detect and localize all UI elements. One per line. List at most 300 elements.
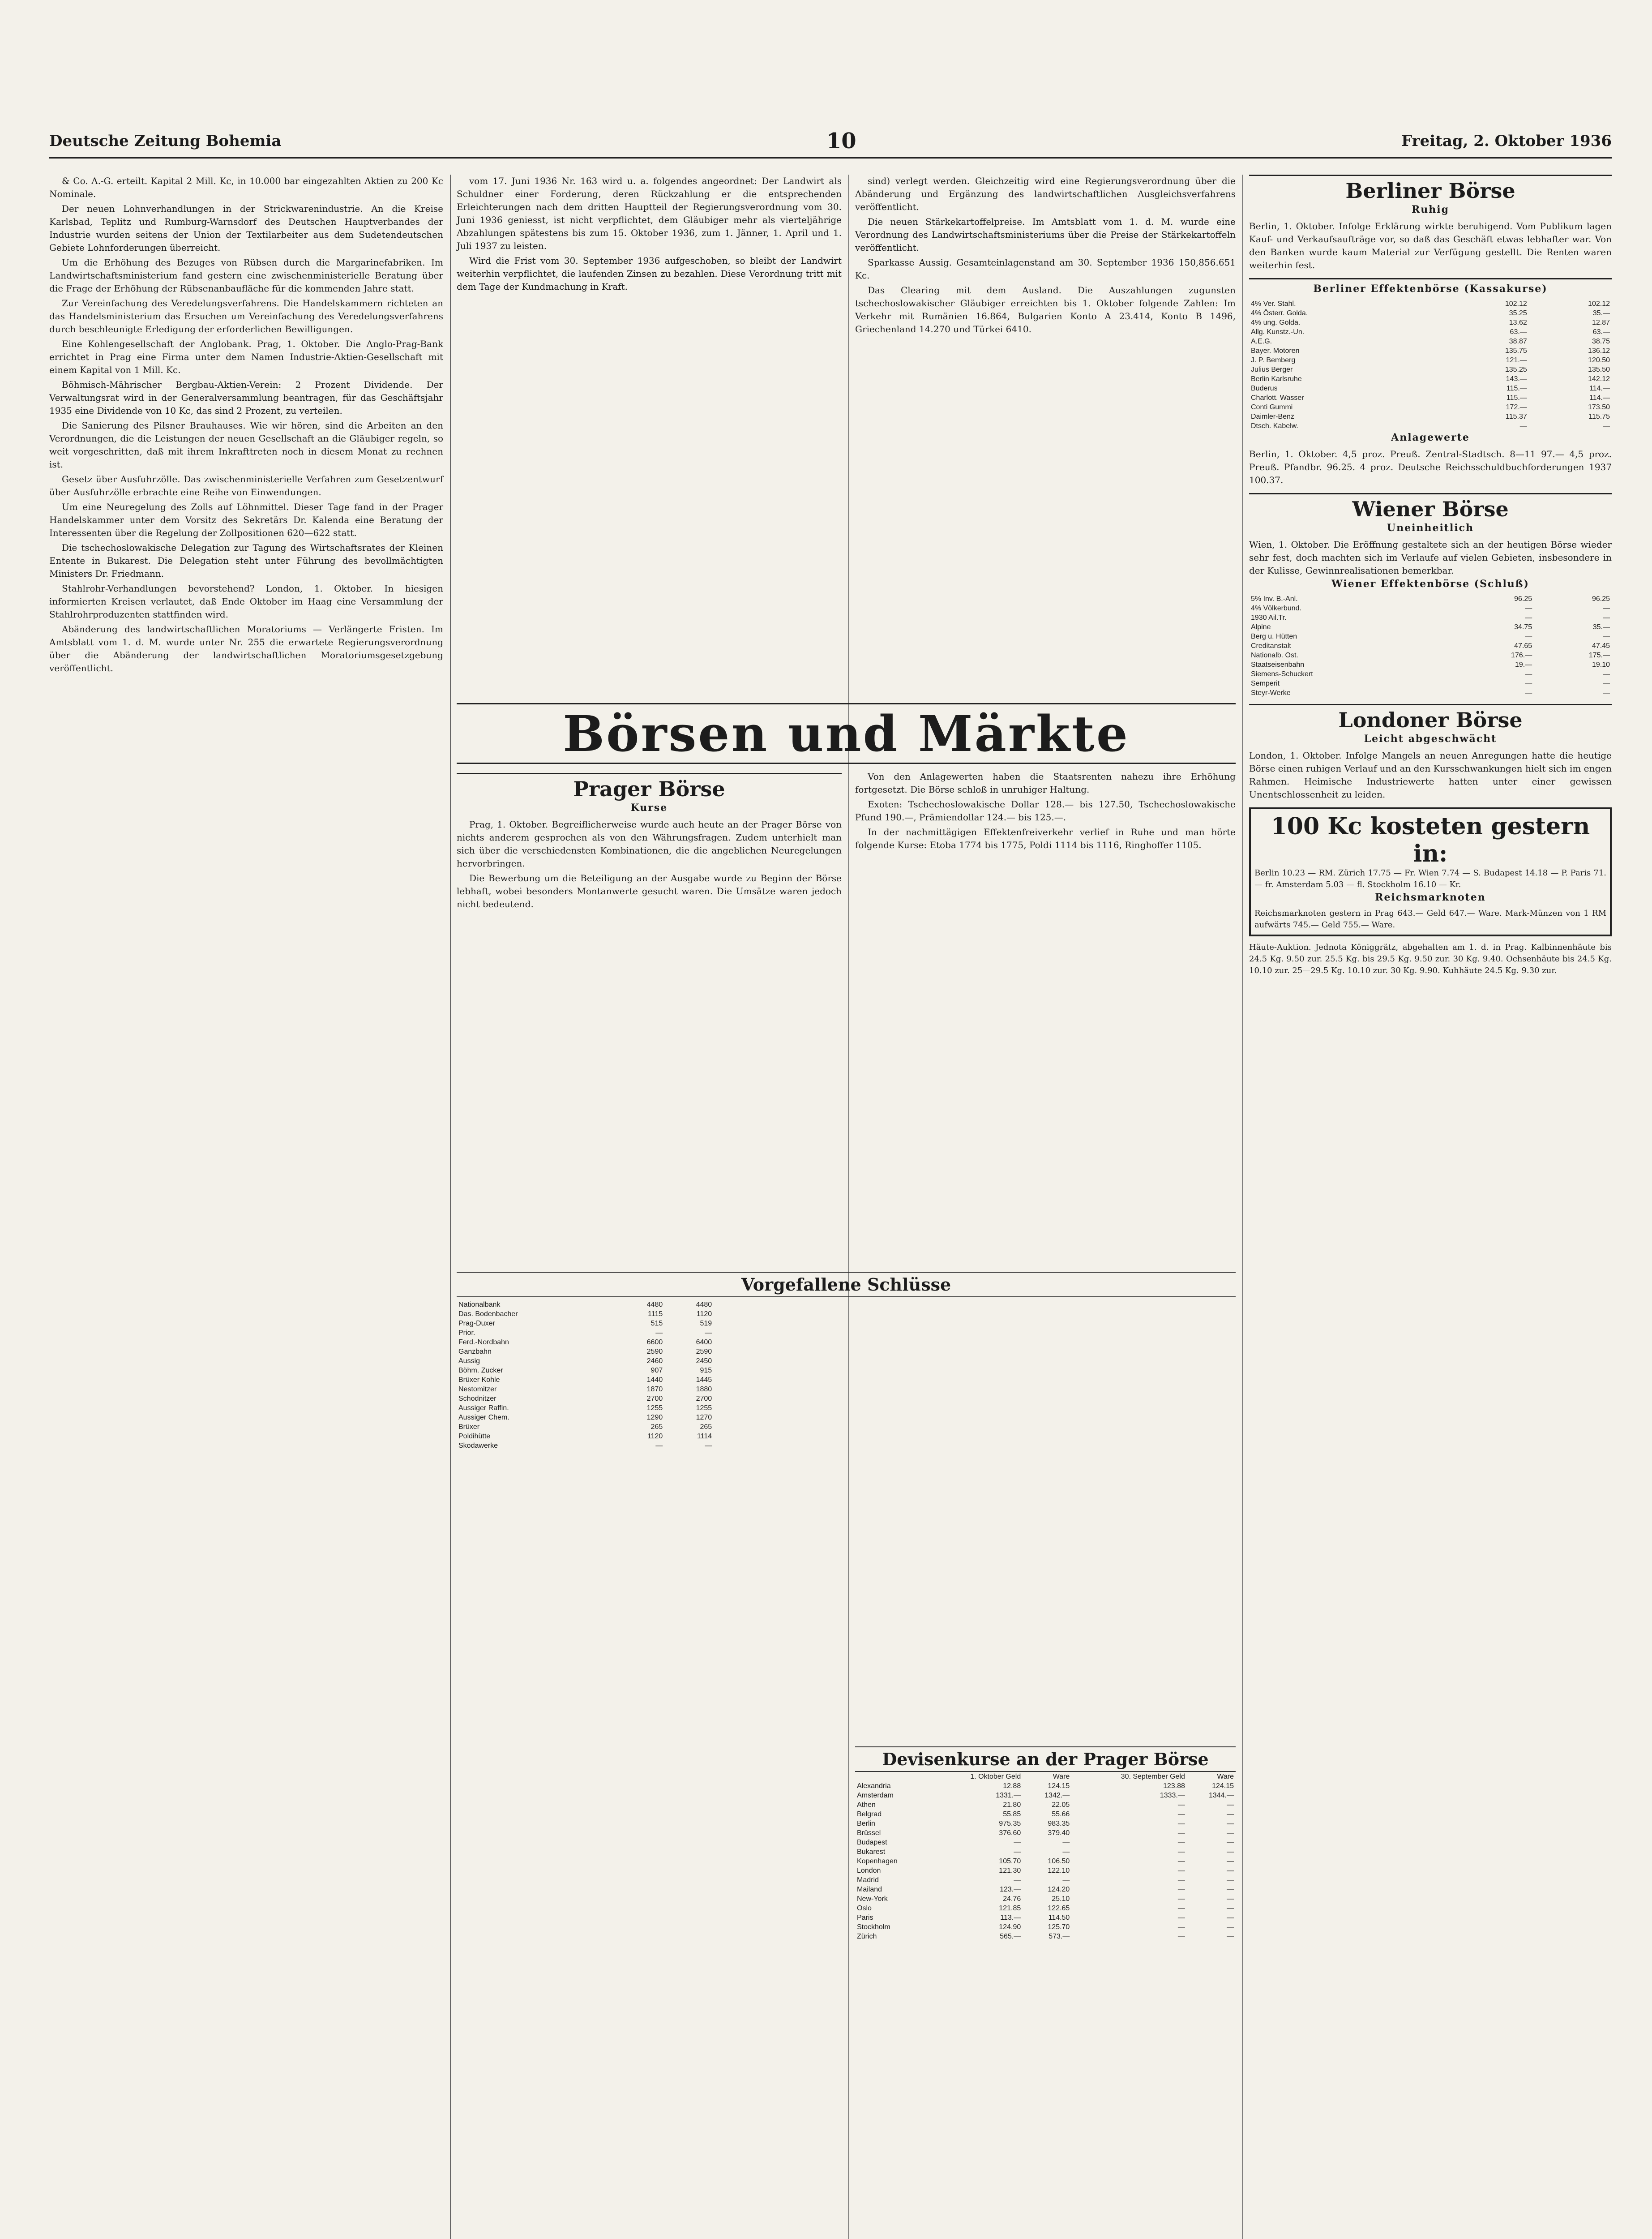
table-cell: — [1227,1923,1234,1931]
table-row [1249,299,1612,309]
table-row [855,1894,1236,1904]
table-cell: 105.70 [999,1857,1021,1865]
table-cell: Berg u. Hütten [1251,633,1297,640]
prager-text-2 [855,770,1236,852]
table-cell: 1120 [696,1310,712,1318]
section-subtitle: Ruhig [1411,204,1449,215]
table-cell: Nestomitzer [458,1385,497,1393]
table-row [855,1781,1236,1791]
table-cell: 122.65 [1048,1904,1070,1912]
table-row [457,1413,714,1422]
table-cell: — [1177,1876,1185,1884]
table-cell: Belgrad [857,1810,882,1818]
column-rule [450,175,451,2239]
table-cell: 1114 [697,1433,712,1440]
table-cell: Berlin [857,1820,875,1827]
article-paragraph: vom 17. Juni 1936 Nr. 163 wird u. a. folgendes angeordnet: Der Landwirt als Schuldner einer Forderung, deren Rückzahlung er die entsprechenden Erleichterungen nach dem dritten Hauptteil der Regierungsverordnung vom 30. Juni 1936 geniesst, ist nicht verpflichtet, dem Gläubiger mehr als vierteljährige Abzahlungen spätestens bis zum 15. Oktober 1936, zum 1. Jänner, 1. April und 1. Juli 1937 zu leisten. [457,176,842,251]
column-1 [49,175,443,677]
table-row [457,1441,714,1450]
table-cell: 21.80 [1003,1801,1021,1809]
table-cell: 907 [651,1367,663,1374]
table-cell: Schodnitzer [458,1395,496,1403]
article-paragraph: Das Clearing mit dem Ausland. Die Auszahlungen zugunsten tschechoslowakischer Gläubiger erreichten bis 1. Oktober folgende Zahlen: Im Verkehr mit Rumänien 16.864, Bulgarien Konto A 23.414, Konto B 1496, Griechenland 14.270 und Türkei 6410. [855,285,1236,335]
table-cell: — [1525,680,1532,687]
table-row [1249,356,1612,365]
article-paragraph: Die tschechoslowakische Delegation zur Tagung des Wirtschaftsrates der Kleinen Entente in Bukarest. Die Delegation steht unter Führung des bevollmächtigten Ministers Dr. Friedmann. [49,542,443,579]
box-subtitle: Reichsmarknoten [1375,892,1486,903]
table-cell: — [1525,605,1532,612]
table-cell: 2590 [696,1348,712,1355]
table-row [1249,412,1612,421]
table-cell: 4480 [696,1301,712,1308]
table-cell: — [1177,1933,1185,1940]
table-cell: Siemens-Schuckert [1251,670,1313,678]
table-cell: 2700 [696,1395,712,1403]
table-cell: 123.— [1000,1886,1021,1893]
table-cell: 1331.— [996,1792,1021,1799]
table-cell: J. P. Bemberg [1251,356,1296,364]
section-title: Londoner Börse [1338,708,1523,732]
table-row [855,1838,1236,1847]
table-cell: 1290 [646,1414,663,1421]
table-cell: 975.35 [999,1820,1021,1827]
table-row [1249,403,1612,412]
table-cell: 96.25 [1514,595,1532,603]
table-cell: Zürich [857,1933,877,1940]
table-row [855,1800,1236,1810]
table-cell: — [1603,689,1610,697]
table-cell: Amsterdam [857,1792,894,1799]
table-cell: 2700 [646,1395,663,1403]
table-title: Devisenkurse an der Prager Börse [855,1746,1236,1772]
table-cell: Ganzbahn [458,1348,492,1355]
table-cell: 13.62 [1509,319,1527,326]
table-cell: Oslo [857,1904,872,1912]
prager-boerse [457,770,842,913]
table-row [1249,393,1612,403]
table-cell: Madrid [857,1876,879,1884]
table-row [457,1338,714,1347]
table-row [1249,384,1612,393]
table-cell: 124.15 [1212,1782,1234,1790]
table-cell: — [1014,1839,1021,1846]
table-cell: 121.— [1506,356,1527,364]
column-rule [1242,175,1243,2239]
table-cell: 102.12 [1505,300,1527,308]
table-cell: 38.75 [1592,338,1610,345]
box-title: 100 Kc kosteten gestern in: [1271,813,1590,867]
table-cell: 4% Österr. Golda. [1251,309,1308,317]
table-cell: — [1177,1801,1185,1809]
article-paragraph: Stahlrohr-Verhandlungen bevorstehend? London, 1. Oktober. In hiesigen informierten Kreisen verlautet, daß Ende Oktober im Haag eine Versammlung der Stahlrohrproduzenten stattfinden wird. [49,583,443,620]
header-cell: Ware [1053,1773,1070,1780]
table-cell: — [1227,1801,1234,1809]
table-cell: 35.— [1592,309,1610,317]
header-cell: Ware [1217,1773,1234,1780]
table-cell: 175.— [1588,652,1610,659]
table-cell: 1445 [696,1376,712,1384]
vorgefallene-schluesse [457,1272,1236,1450]
table-cell: — [1227,1820,1234,1827]
table-cell: — [1227,1829,1234,1837]
table-cell: 136.12 [1588,347,1610,355]
table-cell: 573.— [1049,1933,1070,1940]
table-cell: 115.37 [1506,413,1527,420]
table-cell: Bukarest [857,1848,886,1856]
section-title: Prager Börse [457,773,842,801]
table-cell: 135.50 [1588,366,1610,373]
wiener-table [1249,594,1612,698]
table-cell: — [1062,1848,1070,1856]
table-cell: 35.— [1592,623,1610,631]
table-cell: Kopenhagen [857,1857,898,1865]
prager-boerse-continued [855,770,1236,854]
table-cell: 1255 [696,1404,712,1412]
table-cell: — [1519,422,1527,430]
article-paragraph: Um die Erhöhung des Bezuges von Rübsen durch die Margarinefabriken. Im Landwirtschaftsministerium fand gestern eine zwischenministerielle Beratung über die Frage der Erhöhung der Rübsenanbaufläche für die kommenden Jahre statt. [49,257,443,294]
table-cell: Alpine [1251,623,1271,631]
table-row [855,1847,1236,1857]
article-paragraph: Sparkasse Aussig. Gesamteinlagenstand am 30. September 1936 150,856.651 Kc. [855,257,1236,281]
table-cell: Aussiger Raffin. [458,1404,509,1412]
table-cell: — [1177,1867,1185,1874]
table-cell: Dtsch. Kabelw. [1251,422,1298,430]
header-cell: 1. Oktober Geld [970,1773,1021,1780]
table-cell: 34.75 [1514,623,1532,631]
box-text: Reichsmarknoten gestern in Prag 643.— Geld 647.— Ware. Mark-Münzen von 1 RM aufwärts 745.— Geld 755.— Ware. [1254,909,1606,930]
column-3 [855,175,1236,338]
table-row [1249,327,1612,337]
page-number: 10 [826,129,856,154]
table-cell: — [1177,1904,1185,1912]
table-cell: 1255 [646,1404,663,1412]
table-cell: Allg. Kunstz.-Un. [1251,328,1305,336]
table-cell: — [1603,605,1610,612]
article-paragraph: Böhmisch-Mährischer Bergbau-Aktien-Verein: 2 Prozent Dividende. Der Verwaltungsrat wird in der Generalversammlung beantragen, für das Geschäftsjahr 1935 eine Dividende von 10 Kc, das sind 2 Prozent, zu verteilen. [49,379,443,416]
table-cell: 4480 [646,1301,663,1308]
table-row [1249,346,1612,356]
table-cell: 173.50 [1588,403,1610,411]
column-rule [848,175,849,2239]
section-banner: Börsen und Märkte [457,703,1236,764]
table-cell: 124.90 [999,1923,1021,1931]
table-cell: 55.85 [1003,1810,1021,1818]
table-cell: 1333.— [1160,1792,1185,1799]
table-cell: 135.25 [1505,366,1527,373]
table-row [457,1403,714,1413]
table-cell: Athen [857,1801,876,1809]
table-cell: 125.70 [1048,1923,1070,1931]
table-cell: — [1603,614,1610,622]
article-paragraph: Wien, 1. Oktober. Die Eröffnung gestaltete sich an der heutigen Börse wieder sehr fest, doch machten sich im Verlaufe auf vielen Gebieten, insbesondere in der Kulisse, Gewinnrealisationen bemerkbar. [1249,539,1612,576]
table-cell: 63.— [1592,328,1610,336]
table-row [1249,365,1612,374]
section-title: Berliner Effektenbörse (Kassakurse) [1313,283,1548,295]
table-cell: 1344.— [1208,1792,1234,1799]
table-cell: 515 [651,1320,663,1327]
table-cell: 143.— [1506,375,1527,383]
table-row [457,1366,714,1375]
table-cell: Prag-Duxer [458,1320,495,1327]
table-row [457,1356,714,1366]
table-cell: — [1062,1839,1070,1846]
table-cell: A.E.G. [1251,338,1272,345]
table-cell: — [1603,680,1610,687]
table-cell: 2590 [646,1348,663,1355]
paper-name: Deutsche Zeitung Bohemia [49,132,282,150]
table-row [1249,622,1612,632]
table-cell: 1115 [648,1310,663,1318]
article-paragraph: Eine Kohlengesellschaft der Anglobank. Prag, 1. Oktober. Die Anglo-Prag-Bank errichtet in Prag eine Firma unter dem Namen Industrie-Aktien-Gesellschaft mit einem Kapital von 1 Mill. Kc. [49,339,443,375]
newspaper-page [49,125,1612,2239]
table-cell: Julius Berger [1251,366,1293,373]
table-cell: Stockholm [857,1923,890,1931]
table-cell: 1930 Ail.Tr. [1251,614,1287,622]
table-cell: Steyr-Werke [1251,689,1291,697]
table-cell: 121.85 [999,1904,1021,1912]
table-cell: 12.87 [1592,319,1610,326]
article-paragraph: & Co. A.-G. erteilt. Kapital 2 Mill. Kc, in 10.000 bar eingezahlten Aktien zu 200 Kc Nominale. [49,176,443,199]
table-cell: Aussig [458,1357,480,1365]
table-cell: Ferd.-Nordbahn [458,1338,509,1346]
table-cell: 6600 [646,1338,663,1346]
table-cell: Böhm. Zucker [458,1367,503,1374]
table-cell: 24.76 [1003,1895,1021,1903]
table-cell: Mailand [857,1886,882,1893]
table-cell: — [1227,1867,1234,1874]
article-paragraph: Häute-Auktion. Jednota Königgrätz, abgehalten am 1. d. in Prag. Kalbinnenhäute bis 24.5 Kg. 9.50 zur. 25.5 Kg. bis 29.5 Kg. 9.50 zur. 30 Kg. 9.40. Ochsenhäute bis 24.5 Kg. 10.10 zur. 25—29.5 Kg. 10.10 zur. 30 Kg. 9.90. Kuhhäute 24.5 Kg. 9.30 zur. [1249,943,1612,975]
table-cell: — [1062,1876,1070,1884]
table-cell: 25.10 [1052,1895,1070,1903]
table-cell: 379.40 [1048,1829,1070,1837]
table-cell: 565.— [1000,1933,1021,1940]
table-cell: 114.— [1589,385,1610,392]
table-row [1249,651,1612,660]
table-cell: Brüxer [458,1423,480,1431]
section-title: Wiener Börse [1352,497,1509,521]
table-cell: — [655,1442,663,1450]
table-cell: 12.88 [1003,1782,1021,1790]
table-cell: 114.50 [1048,1914,1070,1922]
table-cell: 124.15 [1048,1782,1070,1790]
table-cell: 1880 [696,1385,712,1393]
table-row [1249,309,1612,318]
table-row [1249,679,1612,688]
table-cell: — [1177,1914,1185,1922]
table-cell: 22.05 [1052,1801,1070,1809]
table-cell: 35.25 [1509,309,1527,317]
table-row [855,1922,1236,1932]
table-row [457,1328,714,1338]
article-paragraph: Die neuen Stärkekartoffelpreise. Im Amtsblatt vom 1. d. M. wurde eine Verordnung des Landwirtschaftsministeriums über die Preise der Stärkekartoffeln veröffentlicht. [855,216,1236,253]
table-row [457,1385,714,1394]
table-cell: 1342.— [1044,1792,1070,1799]
table-cell: Prior. [458,1329,475,1337]
table-cell: — [1227,1839,1234,1846]
table-cell: 265 [651,1423,663,1431]
article-paragraph: Die Bewerbung um die Beteiligung an der Ausgabe wurde zu Beginn der Börse lebhaft, wobei besonders Montanwerte gesucht waren. Die Umsätze waren jedoch nicht bedeutend. [457,873,842,909]
table-row [855,1885,1236,1894]
table-row [855,1791,1236,1800]
table-row [1249,594,1612,604]
table-cell: — [1525,614,1532,622]
table-cell: 115.— [1506,385,1527,392]
table-cell: 376.60 [999,1829,1021,1837]
table-cell: — [1227,1895,1234,1903]
table-cell: — [1177,1820,1185,1827]
table-cell: 6400 [696,1338,712,1346]
masthead [49,125,1612,159]
article-paragraph: London, 1. Oktober. Infolge Mangels an neuen Anregungen hatte die heutige Börse einen ruhigen Verlauf und an den Kursschwankungen hielt sich im engen Rahmen. Heimische Industriewerte hatten unter einer gewissen Unentschlossenheit zu leiden. [1249,750,1612,800]
table-cell: 121.30 [999,1867,1021,1874]
table-cell: Poldihütte [458,1433,491,1440]
table-row [457,1375,714,1385]
table-cell: — [1227,1914,1234,1922]
table-cell: 983.35 [1048,1820,1070,1827]
table-header [855,1772,1236,1781]
table-cell: 142.12 [1588,375,1610,383]
table-cell: 19.— [1515,661,1532,669]
table-cell: 1870 [646,1385,663,1393]
section-subtitle: Kurse [630,802,668,814]
table-title: Vorgefallene Schlüsse [457,1272,1236,1297]
article-paragraph: sind) verlegt werden. Gleichzeitig wird eine Regierungsverordnung über die Abänderung und Ergänzung des landwirtschaftlichen Ausgleichsverfahrens veröffentlicht. [855,176,1236,212]
table-cell: Nationalbank [458,1301,501,1308]
article-paragraph: Von den Anlagewerten haben die Staatsrenten nahezu ihre Erhöhung fortgesetzt. Die Börse schloß in unruhiger Haltung. [855,771,1236,795]
table-cell: 102.12 [1588,300,1610,308]
table-cell: — [1177,1886,1185,1893]
table-cell: 4% Völkerbund. [1251,605,1301,612]
table-row [855,1866,1236,1875]
exchange-box [1249,807,1612,936]
table-cell: — [1525,633,1532,640]
section-subtitle: Leicht abgeschwächt [1364,733,1497,745]
table-cell: 172.— [1506,403,1527,411]
table-row [1249,421,1612,431]
table-cell: — [1227,1886,1234,1893]
article-paragraph: Berlin, 1. Oktober. Infolge Erklärung wirkte beruhigend. Vom Publikum lagen Kauf- und Verkaufsaufträge vor, so daß das Geschäft etwas lebhafter war. Von den Banken wurde kaum Material zur Verfügung gestellt. Die Renten waren weiterhin fest. [1249,221,1612,270]
table-cell: — [1014,1876,1021,1884]
table-cell: Staatseisenbahn [1251,661,1305,669]
table-row [457,1300,714,1309]
article-paragraph: Wird die Frist vom 30. September 1936 aufgeschoben, so bleibt der Landwirt weiterhin verpflichtet, die laufenden Zinsen zu bezahlen. Diese Verordnung tritt mit dem Tage der Kundmachung in Kraft. [457,255,842,292]
table-row [855,1810,1236,1819]
table-cell: 113.— [1000,1914,1021,1922]
table-cell: — [1603,422,1610,430]
table-cell: — [1227,1933,1234,1940]
table-cell: Buderus [1251,385,1278,392]
table-cell: Bayer. Motoren [1251,347,1300,355]
table-cell: — [1177,1829,1185,1837]
table-cell: — [1227,1848,1234,1856]
table-cell: — [705,1329,712,1337]
table-cell: Conti Gummi [1251,403,1293,411]
table-cell: 122.10 [1048,1867,1070,1874]
section-title: Berliner Börse [1345,179,1515,203]
table-cell: — [1177,1857,1185,1865]
table-cell: Alexandria [857,1782,891,1790]
devisen-table [855,1772,1236,1941]
article-paragraph: Abänderung des landwirtschaftlichen Moratoriums — Verlängerte Fristen. Im Amtsblatt vom 1. d. M. wurde unter Nr. 255 die erwartete Regierungsverordnung über die Abänderung der landwirtschaftlichen Moratoriumsgesetzgebung veröffentlicht. [49,624,443,673]
table-cell: — [1525,670,1532,678]
table-cell: 1120 [647,1433,663,1440]
table-cell: — [1014,1848,1021,1856]
table-cell: 4% ung. Golda. [1251,319,1301,326]
table-row [855,1857,1236,1866]
table-cell: Daimler-Benz [1251,413,1294,420]
table-cell: 38.87 [1509,338,1527,345]
issue-date: Freitag, 2. Oktober 1936 [1401,132,1612,150]
table-cell: London [857,1867,881,1874]
table-cell: Brüxer Kohle [458,1376,500,1384]
table-row [457,1432,714,1441]
table-cell: 114.— [1589,394,1610,402]
table-cell: 915 [700,1367,712,1374]
table-cell: Charlott. Wasser [1251,394,1304,402]
table-row [1249,337,1612,346]
table-cell: Aussiger Chem. [458,1414,509,1421]
right-column [1249,175,1612,977]
table-cell: — [1603,670,1610,678]
effekten-table [1249,299,1612,431]
table-row [457,1422,714,1432]
table-cell: 519 [700,1320,712,1327]
table-row [1249,318,1612,327]
table-row [1249,632,1612,641]
table-cell: 63.— [1510,328,1527,336]
section-title: Wiener Effektenbörse (Schluß) [1331,578,1529,590]
table-cell: — [1177,1895,1185,1903]
table-cell: Das. Bodenbacher [458,1310,518,1318]
table-cell: — [1227,1857,1234,1865]
table-row [1249,613,1612,622]
devisenkurse [855,1746,1236,1941]
table-row [1249,641,1612,651]
table-cell: 1270 [696,1414,712,1421]
table-cell: 124.20 [1048,1886,1070,1893]
table-cell: — [1177,1839,1185,1846]
table-cell: 47.65 [1514,642,1532,650]
table-cell: — [705,1442,712,1450]
table-row [855,1932,1236,1941]
article-paragraph: Der neuen Lohnverhandlungen in der Strickwarenindustrie. An die Kreise Karlsbad, Teplitz und Rumburg-Warnsdorf des Deutschen Hauptverbandes der Industrie wurden seitens der Union der Textilarbeiter aus dem Sudetendeutschen Gebiete Lohnforderungen überreicht. [49,203,443,253]
table-cell: — [1525,689,1532,697]
table-cell: New-York [857,1895,888,1903]
article-paragraph: In der nachmittägigen Effektenfreiverkehr verlief in Ruhe und man hörte folgende Kurse: Etoba 1774 bis 1775, Poldi 1114 bis 1116, Ringhoffer 1105. [855,827,1236,850]
table-cell: 115.— [1506,394,1527,402]
table-cell: 265 [700,1423,712,1431]
table-cell: Creditanstalt [1251,642,1291,650]
table-cell: 96.25 [1592,595,1610,603]
table-cell: 123.88 [1163,1782,1185,1790]
table-cell: Nationalb. Ost. [1251,652,1298,659]
section-subtitle: Anlagewerte [1391,432,1470,443]
article-paragraph: Zur Vereinfachung des Veredelungsverfahrens. Die Handelskammern richteten an das Handelsministerium das Ersuchen um Vereinfachung des Veredelungsverfahrens durch beschleunigte Erledigung der erforderlichen Bewilligungen. [49,298,443,335]
table-cell: Paris [857,1914,873,1922]
article-paragraph: Die Sanierung des Pilsner Brauhauses. Wie wir hören, sind die Arbeiten an den Verordnungen, die die Leistungen der neuen Gesellschaft an die Gläubiger regeln, so weit vorgeschritten, daß mit ihrem Inkrafttreten noch in diesem Monat zu rechnen ist. [49,420,443,470]
table-cell: — [655,1329,663,1337]
table-cell: 47.45 [1592,642,1610,650]
article-paragraph: Gesetz über Ausfuhrzölle. Das zwischenministerielle Verfahren zum Gesetzentwurf über Ausfuhrzölle erbrachte eine Reihe von Einwendungen. [49,474,443,498]
article-paragraph: Um eine Neuregelung des Zolls auf Löhnmittel. Dieser Tage fand in der Prager Handelskammer unter dem Vorsitz des Sekretärs Dr. Kalenda eine Beratung der Interessenten über die Regelung der Zollpositionen 620—622 statt. [49,502,443,538]
table-cell: 19.10 [1592,661,1610,669]
table-cell: 176.— [1511,652,1532,659]
table-cell: — [1227,1876,1234,1884]
table-cell: Berlin Karlsruhe [1251,375,1302,383]
table-row [457,1394,714,1403]
table-cell: — [1603,633,1610,640]
table-cell: — [1227,1904,1234,1912]
